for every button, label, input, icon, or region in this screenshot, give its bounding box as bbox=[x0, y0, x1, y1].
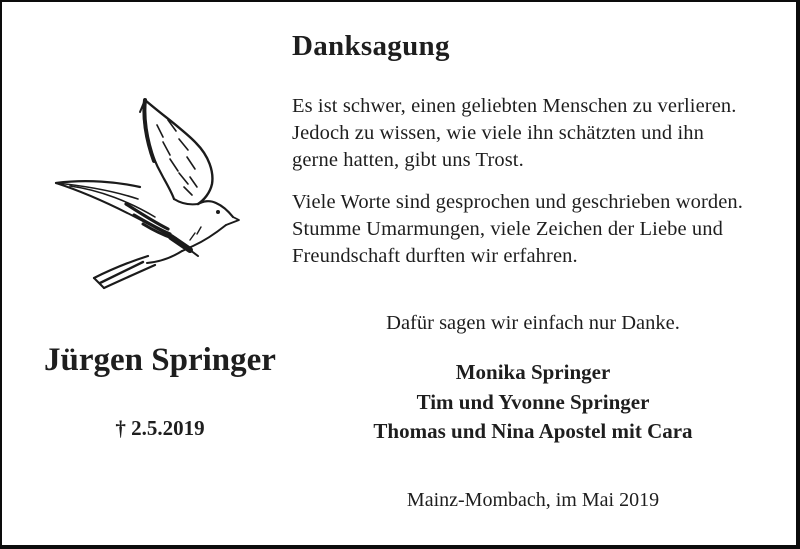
paragraph-line: Es ist schwer, einen geliebten Menschen zu verlieren. bbox=[292, 95, 737, 117]
thanks-line: Dafür sagen wir einfach nur Danke. bbox=[386, 312, 680, 334]
paragraph-line: gerne hatten, gibt uns Trost. bbox=[292, 149, 524, 171]
mourner-name: Thomas und Nina Apostel mit Cara bbox=[373, 419, 693, 443]
death-date: † 2.5.2019 bbox=[115, 416, 205, 440]
paragraph-line: Stumme Umarmungen, viele Zeichen der Liebe und bbox=[292, 218, 723, 240]
paragraph-line: Viele Worte sind gesprochen und geschrieben worden. bbox=[292, 191, 743, 213]
notice-title: Danksagung bbox=[292, 30, 450, 62]
paragraph-line: Freundschaft durften wir erfahren. bbox=[292, 245, 578, 267]
mourner-name: Tim und Yvonne Springer bbox=[416, 389, 650, 414]
place-date-line: Mainz-Mombach, im Mai 2019 bbox=[406, 489, 660, 511]
mourners-list bbox=[292, 358, 774, 447]
deceased-name: Jürgen Springer bbox=[44, 342, 276, 378]
mourner-name: Monika Springer bbox=[455, 360, 611, 384]
condolence-paragraph-1 bbox=[292, 93, 774, 174]
dove-icon bbox=[42, 87, 242, 292]
paragraph-line: Jedoch zu wissen, wie viele ihn schätzten und ihn bbox=[292, 122, 704, 144]
condolence-paragraph-2 bbox=[292, 189, 774, 270]
